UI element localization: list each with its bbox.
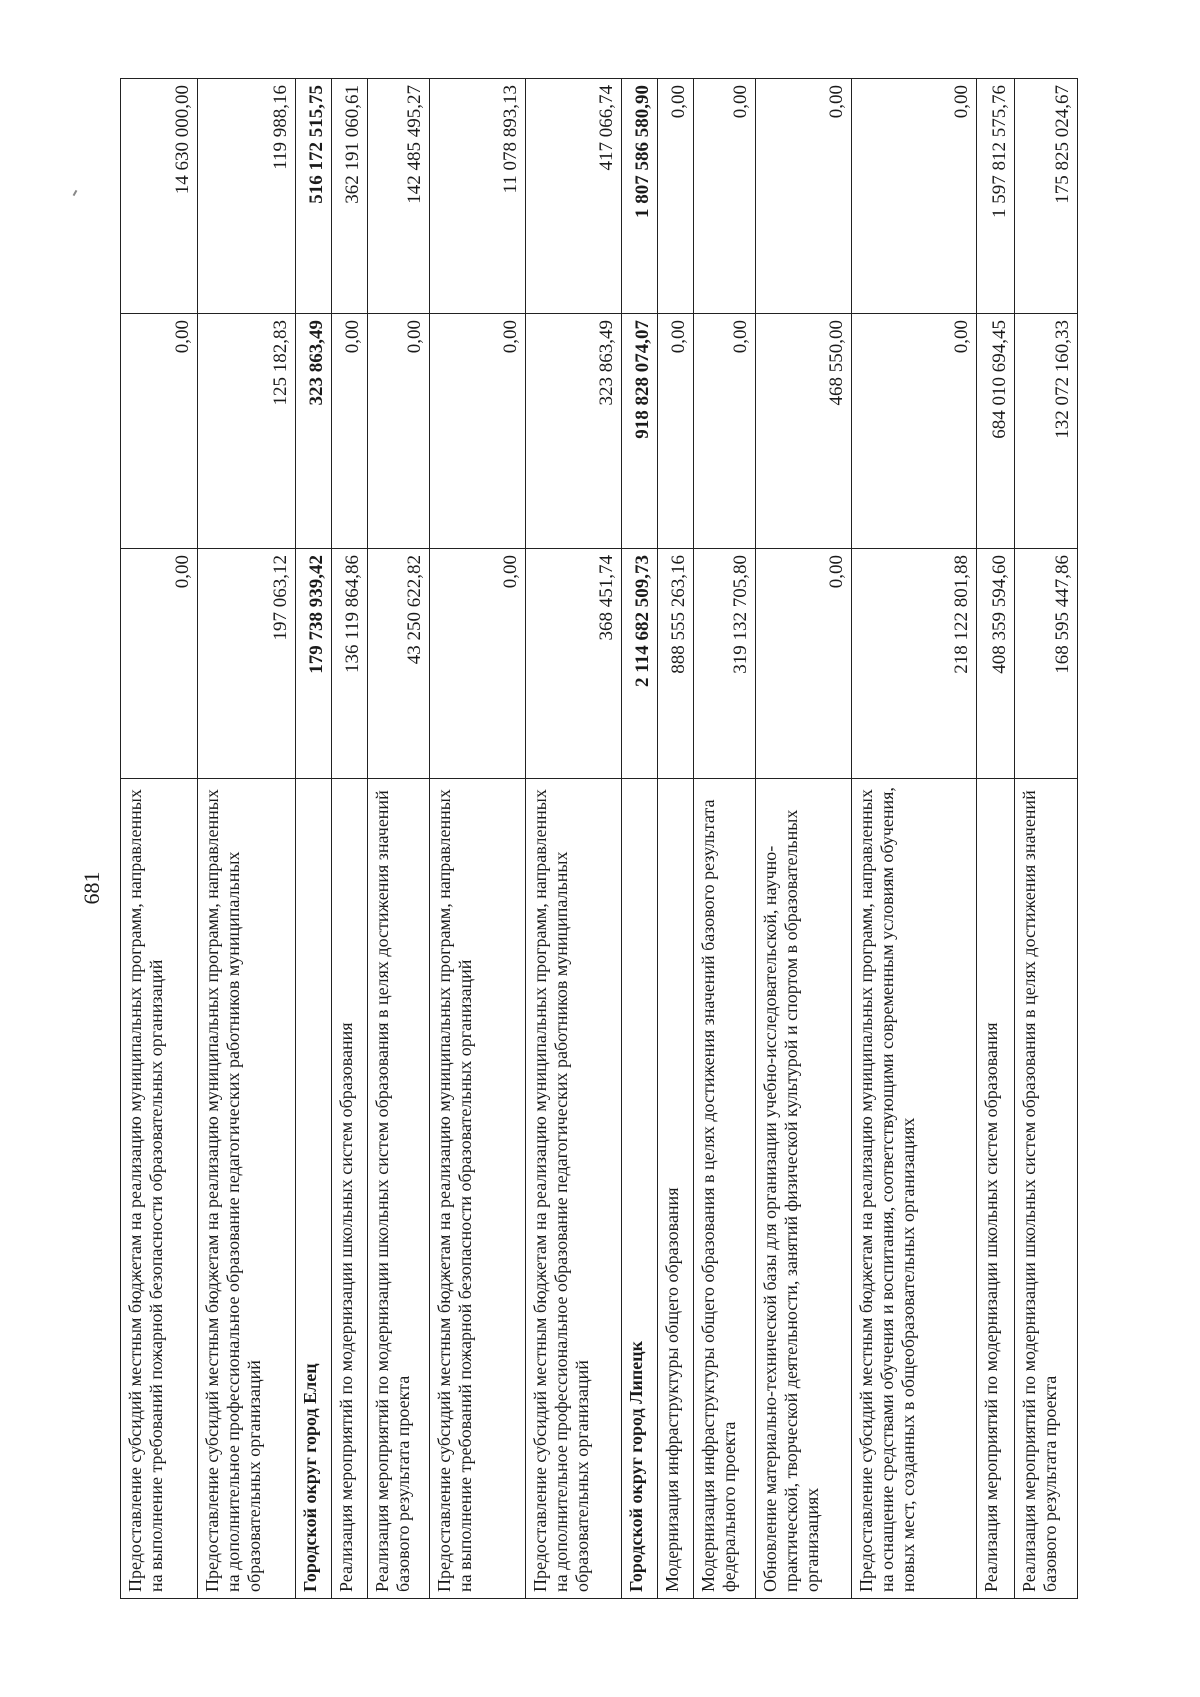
table-row <box>121 79 198 1599</box>
table-row-total <box>622 79 658 1599</box>
row-value-2: 323 863,49 <box>296 314 332 549</box>
row-value-2: 468 550,00 <box>756 314 852 549</box>
row-value-3: 516 172 515,75 <box>296 79 332 314</box>
row-value-2: 0,00 <box>332 314 368 549</box>
row-value-1: 179 738 939,42 <box>296 549 332 779</box>
row-value-1: 218 122 801,88 <box>852 549 977 779</box>
row-value-2: 125 182,83 <box>198 314 296 549</box>
table-row <box>526 79 622 1599</box>
row-value-1: 43 250 622,82 <box>367 549 430 779</box>
table-row <box>1015 79 1078 1599</box>
row-value-1: 0,00 <box>430 549 526 779</box>
row-label: Реализация мероприятий по модернизации школьных систем образования <box>977 779 1015 1599</box>
row-label: Предоставление субсидий местным бюджетам на реализацию муниципальных программ, направленных на выполнение требований пожарной безопасности образовательных организаций <box>430 779 526 1599</box>
row-label: Обновление материально-технической базы для организации учебно-исследовательской, научно-практической, творческой деятельности, занятий физической культурой и спортом в образовательных организациях <box>756 779 852 1599</box>
table-row-total <box>296 79 332 1599</box>
table-row <box>430 79 526 1599</box>
table-row <box>198 79 296 1599</box>
row-label: Городской округ город Елец <box>296 779 332 1599</box>
row-label: Предоставление субсидий местным бюджетам на реализацию муниципальных программ, направленных на дополнительное профессиональное образование педагогических работников муниципальных образовательных организаций <box>198 779 296 1599</box>
rotated-table-container <box>120 79 1078 1599</box>
row-value-3: 14 630 000,00 <box>121 79 198 314</box>
table-row <box>852 79 977 1599</box>
row-label: Городской округ город Липецк <box>622 779 658 1599</box>
row-value-3: 417 066,74 <box>526 79 622 314</box>
row-value-3: 0,00 <box>852 79 977 314</box>
row-value-2: 0,00 <box>367 314 430 549</box>
table-row <box>367 79 430 1599</box>
row-value-1: 319 132 705,80 <box>693 549 756 779</box>
row-value-2: 0,00 <box>658 314 694 549</box>
budget-table <box>120 78 1078 1599</box>
row-value-3: 0,00 <box>658 79 694 314</box>
table-row <box>977 79 1015 1599</box>
table-row <box>332 79 368 1599</box>
row-value-1: 888 555 263,16 <box>658 549 694 779</box>
row-value-3: 1 807 586 580,90 <box>622 79 658 314</box>
table-row <box>693 79 756 1599</box>
budget-table-body <box>121 79 1078 1599</box>
page-number: 681 <box>79 871 104 905</box>
row-value-1: 368 451,74 <box>526 549 622 779</box>
row-value-2: 0,00 <box>430 314 526 549</box>
row-value-3: 119 988,16 <box>198 79 296 314</box>
row-value-2: 684 010 694,45 <box>977 314 1015 549</box>
row-value-2: 323 863,49 <box>526 314 622 549</box>
row-value-3: 0,00 <box>756 79 852 314</box>
row-value-1: 168 595 447,86 <box>1015 549 1078 779</box>
row-label: Реализация мероприятий по модернизации школьных систем образования в целях достижения значений базового результата проекта <box>1015 779 1078 1599</box>
row-value-2: 0,00 <box>852 314 977 549</box>
row-label: Модернизация инфраструктуры общего образования <box>658 779 694 1599</box>
row-value-1: 0,00 <box>121 549 198 779</box>
row-value-1: 0,00 <box>756 549 852 779</box>
row-value-2: 0,00 <box>121 314 198 549</box>
row-value-1: 136 119 864,86 <box>332 549 368 779</box>
row-value-3: 11 078 893,13 <box>430 79 526 314</box>
row-label: Предоставление субсидий местным бюджетам на реализацию муниципальных программ, направленных на дополнительное профессиональное образование педагогических работников муниципальных образовательных организаций <box>526 779 622 1599</box>
row-value-3: 362 191 060,61 <box>332 79 368 314</box>
table-row <box>756 79 852 1599</box>
row-value-2: 0,00 <box>693 314 756 549</box>
row-value-3: 142 485 495,27 <box>367 79 430 314</box>
row-value-3: 1 597 812 575,76 <box>977 79 1015 314</box>
row-label: Предоставление субсидий местным бюджетам на реализацию муниципальных программ, направленных на оснащение средствами обучения и воспитания, соответствующими современным условиям обучения, новых мест, созданных в общеобразовательных организациях <box>852 779 977 1599</box>
row-value-2: 918 828 074,07 <box>622 314 658 549</box>
scan-speck <box>73 190 78 196</box>
row-label: Предоставление субсидий местным бюджетам на реализацию муниципальных программ, направленных на выполнение требований пожарной безопасности образовательных организаций <box>121 779 198 1599</box>
row-value-1: 408 359 594,60 <box>977 549 1015 779</box>
table-row <box>658 79 694 1599</box>
row-value-1: 2 114 682 509,73 <box>622 549 658 779</box>
row-label: Реализация мероприятий по модернизации школьных систем образования <box>332 779 368 1599</box>
row-value-1: 197 063,12 <box>198 549 296 779</box>
row-value-3: 175 825 024,67 <box>1015 79 1078 314</box>
row-label: Модернизация инфраструктуры общего образования в целях достижения значений базового результата федерального проекта <box>693 779 756 1599</box>
row-label: Реализация мероприятий по модернизации школьных систем образования в целях достижения значений базового результата проекта <box>367 779 430 1599</box>
row-value-3: 0,00 <box>693 79 756 314</box>
row-value-2: 132 072 160,33 <box>1015 314 1078 549</box>
